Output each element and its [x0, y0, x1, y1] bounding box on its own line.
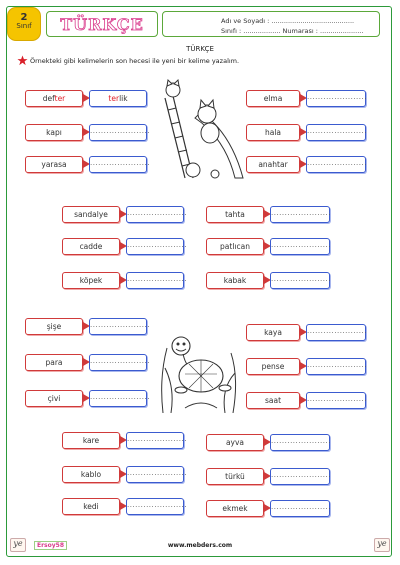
- word-kaya: kaya: [246, 324, 300, 341]
- student-info-box: [162, 11, 380, 37]
- star-icon: [17, 55, 28, 66]
- answer-blank[interactable]: ......................: [270, 500, 330, 517]
- word-kopek: köpek: [62, 272, 120, 289]
- answer-blank[interactable]: ......................: [270, 434, 330, 451]
- answer-blank[interactable]: ......................: [270, 272, 330, 289]
- turtle-seaweed-illustration: [155, 318, 245, 413]
- answer-blank[interactable]: ......................: [89, 156, 147, 173]
- answer-blank[interactable]: ......................: [270, 238, 330, 255]
- answer-blank[interactable]: ......................: [306, 124, 366, 141]
- answer-blank[interactable]: ......................: [126, 432, 184, 449]
- worksheet-title: TÜRKÇE: [186, 45, 214, 53]
- word-elma: elma: [246, 90, 300, 107]
- word-kabak: kabak: [206, 272, 264, 289]
- instruction-text: Örnekteki gibi kelimelerin son hecesi ile yeni bir kelime yazalım.: [30, 57, 240, 65]
- grade-badge: [8, 8, 40, 40]
- word-kablo: kablo: [62, 466, 120, 483]
- grade-label: Sınıf: [16, 22, 32, 30]
- word-turku: türkü: [206, 468, 264, 485]
- answer-blank[interactable]: ......................: [306, 392, 366, 409]
- example-word: [25, 90, 83, 107]
- footer-corner-right: ye: [374, 538, 390, 552]
- word-cadde: cadde: [62, 238, 120, 255]
- word-ayva: ayva: [206, 434, 264, 451]
- word-saat: saat: [246, 392, 300, 409]
- example-answer: [89, 90, 147, 107]
- footer-corner-left: ye: [10, 538, 26, 552]
- word-kare: kare: [62, 432, 120, 449]
- answer-blank[interactable]: ......................: [270, 468, 330, 485]
- word-civi: çivi: [25, 390, 83, 407]
- class-number-field[interactable]: Sınıfı : .................. Numarası : .....................: [221, 27, 364, 35]
- word-ekmek: ekmek: [206, 500, 264, 517]
- word-kedi: kedi: [62, 498, 120, 515]
- word-sise: şişe: [25, 318, 83, 335]
- answer-blank[interactable]: ......................: [89, 354, 147, 371]
- word-sandalye: sandalye: [62, 206, 120, 223]
- footer-url-link[interactable]: www.mebders.com: [167, 542, 233, 549]
- answer-blank[interactable]: ......................: [89, 124, 147, 141]
- answer-blank[interactable]: ......................: [89, 390, 147, 407]
- word-kapi: kapı: [25, 124, 83, 141]
- word-para: para: [25, 354, 83, 371]
- example-word-prefix: def: [42, 94, 55, 103]
- example-word-suffix: ter: [54, 94, 66, 103]
- cats-slide-illustration: [155, 78, 245, 186]
- answer-blank[interactable]: ......................: [126, 272, 184, 289]
- word-patlican: patlıcan: [206, 238, 264, 255]
- answer-blank[interactable]: ......................: [306, 358, 366, 375]
- answer-blank[interactable]: ......................: [270, 206, 330, 223]
- subject-title: TÜRKÇE: [60, 15, 144, 34]
- word-yarasa: yarasa: [25, 156, 83, 173]
- answer-blank[interactable]: ......................: [126, 206, 184, 223]
- grade-number: 2: [20, 12, 28, 23]
- answer-blank[interactable]: ......................: [126, 466, 184, 483]
- answer-blank[interactable]: ......................: [89, 318, 147, 335]
- subject-title-box: [46, 11, 158, 37]
- example-answer-suffix: lik: [119, 94, 128, 103]
- answer-blank[interactable]: ......................: [306, 90, 366, 107]
- answer-blank[interactable]: ......................: [126, 238, 184, 255]
- name-field[interactable]: Adı ve Soyadı : ........................................: [221, 17, 355, 25]
- answer-blank[interactable]: ......................: [126, 498, 184, 515]
- word-tahta: tahta: [206, 206, 264, 223]
- word-anahtar: anahtar: [246, 156, 300, 173]
- example-answer-prefix: ter: [108, 94, 120, 103]
- answer-blank[interactable]: ......................: [306, 156, 366, 173]
- word-pense: pense: [246, 358, 300, 375]
- answer-blank[interactable]: ......................: [306, 324, 366, 341]
- word-hala: hala: [246, 124, 300, 141]
- footer-brand: Ersoy58: [34, 541, 67, 550]
